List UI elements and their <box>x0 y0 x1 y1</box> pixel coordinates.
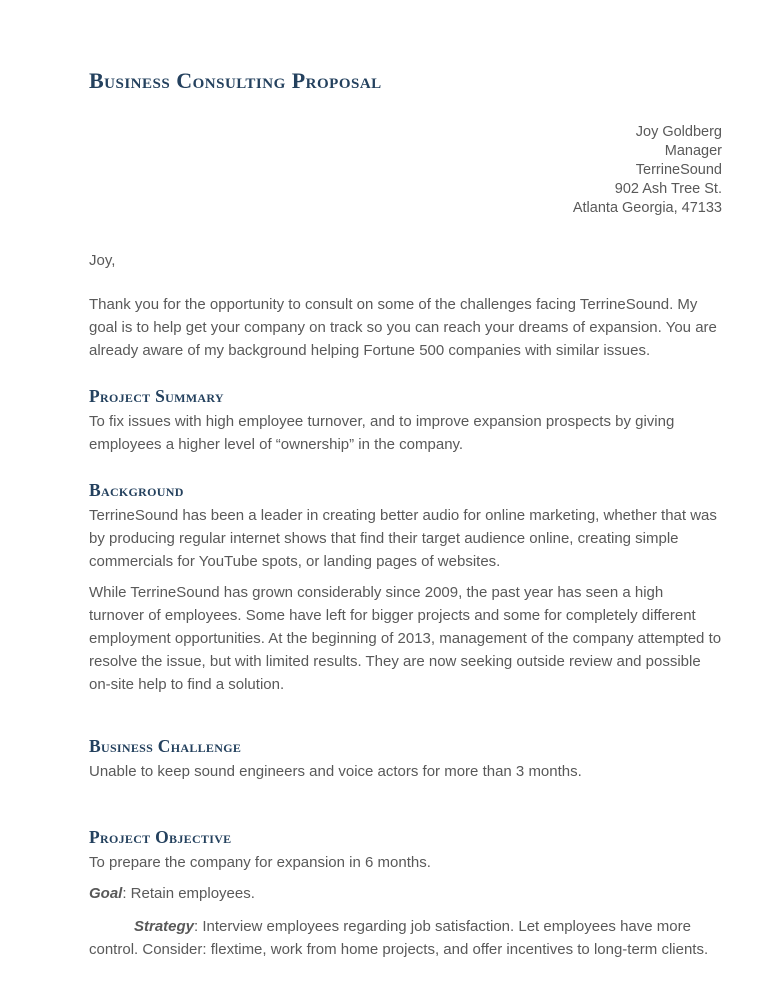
strategy-line <box>89 915 722 961</box>
goal-text: : Retain employees. <box>122 885 255 902</box>
background-paragraph-2: While TerrineSound has grown considerably since 2009, the past year has seen a high turnover of employees. Some have left for bigger projects and some for completely different employment opportunities. At the beginning of 2013, management of the company attempted to resolve the issue, but with limited results. They are now seeking outside review and possible on-site help to find a solution. <box>89 584 722 693</box>
recipient-role: Manager <box>664 143 722 159</box>
document-title: Business Consulting Proposal <box>89 68 382 93</box>
recipient-city: Atlanta Georgia, 47133 <box>572 200 722 216</box>
greeting: Joy, <box>89 252 116 269</box>
section-heading-project-objective: Project Objective <box>89 827 232 847</box>
strategy-text: : Interview employees regarding job satisfaction. Let employees have more control. Consider: flextime, work from home projects, and offer incentives to long-term clients. <box>89 918 709 958</box>
goal-label: Goal <box>89 885 123 902</box>
section-heading-business-challenge: Business Challenge <box>89 736 242 756</box>
section-heading-project-summary: Project Summary <box>89 386 224 406</box>
recipient-street: 902 Ash Tree St. <box>614 181 722 197</box>
section-heading-background: Background <box>89 480 184 500</box>
recipient-name: Joy Goldberg <box>635 124 722 140</box>
business-challenge-paragraph: Unable to keep sound engineers and voice actors for more than 3 months. <box>89 763 582 780</box>
strategy-label: Strategy <box>134 918 195 935</box>
goal-line <box>89 882 722 905</box>
background-paragraph-1: TerrineSound has been a leader in creating better audio for online marketing, whether that was by producing regular internet shows that find their target audience online, creating simple commercials for YouTube spots, or landing pages of websites. <box>89 507 717 570</box>
recipient-address-block <box>89 123 722 218</box>
project-summary-paragraph: To fix issues with high employee turnover, and to improve expansion prospects by giving employees a higher level of “ownership” in the company. <box>89 413 675 453</box>
recipient-company: TerrineSound <box>635 162 722 178</box>
intro-paragraph: Thank you for the opportunity to consult on some of the challenges facing TerrineSound. My goal is to help get your company on track so you can reach your dreams of expansion. You are already aware of my background helping Fortune 500 companies with similar issues. <box>89 296 717 359</box>
project-objective-paragraph: To prepare the company for expansion in 6 months. <box>89 854 431 871</box>
